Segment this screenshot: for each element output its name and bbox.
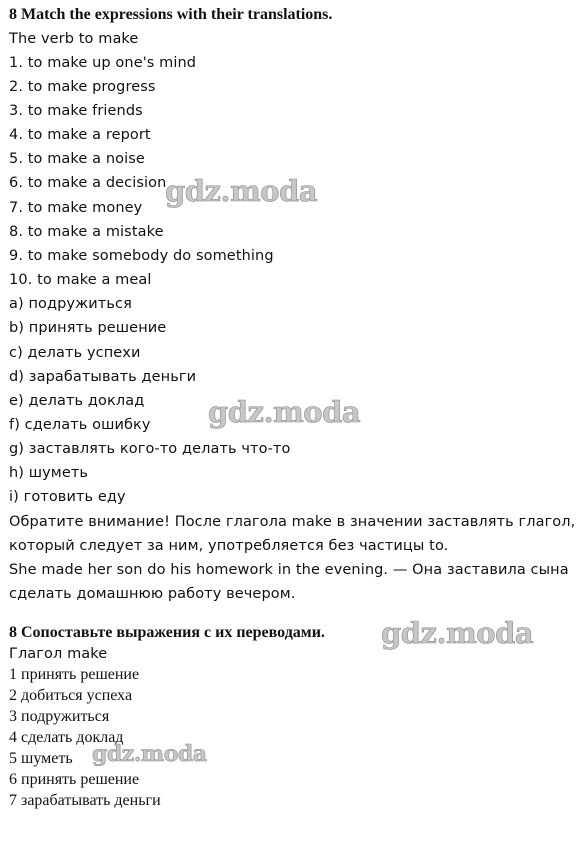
- expression-item: 8. to make a mistake: [9, 224, 164, 240]
- answer-item: 7 зарабатывать деньги: [9, 792, 161, 809]
- translation-item: f) сделать ошибку: [9, 417, 151, 433]
- exercise-heading-ru: 8 Сопоставьте выражения с их переводами.: [9, 624, 325, 641]
- answer-item: 2 добиться успеха: [9, 687, 133, 704]
- expression-item: 6. to make a decision: [9, 175, 167, 191]
- watermark: gdz.moda: [381, 616, 534, 650]
- answer-item: 5 шуметь: [9, 750, 73, 767]
- grammar-note: Обратите внимание! После глагола make в значении заставлять глагол,: [9, 514, 576, 530]
- grammar-note: который следует за ним, употребляется без частицы to.: [9, 538, 449, 554]
- expression-item: 4. to make a report: [9, 127, 151, 143]
- translation-item: c) делать успехи: [9, 345, 141, 361]
- expression-item: 5. to make a noise: [9, 151, 145, 167]
- expression-item: 10. to make a meal: [9, 272, 152, 288]
- translation-item: e) делать доклад: [9, 393, 145, 409]
- exercise-subtitle: The verb to make: [9, 31, 139, 47]
- translation-item: d) зарабатывать деньги: [9, 369, 197, 385]
- translation-item: i) готовить еду: [9, 489, 126, 505]
- answer-item: 6 принять решение: [9, 771, 140, 788]
- example-sentence: сделать домашнюю работу вечером.: [9, 586, 296, 602]
- watermark: gdz.moda: [165, 174, 318, 208]
- watermark: gdz.moda: [92, 741, 207, 767]
- expression-item: 7. to make money: [9, 200, 143, 216]
- translation-item: b) принять решение: [9, 320, 167, 336]
- expression-item: 1. to make up one's mind: [9, 55, 197, 71]
- exercise-subtitle-ru: Глагол make: [9, 646, 108, 662]
- answer-item: 4 сделать доклад: [9, 729, 124, 746]
- exercise-heading: 8 Match the expressions with their translations.: [9, 6, 333, 23]
- expression-item: 3. to make friends: [9, 103, 143, 119]
- translation-item: a) подружиться: [9, 296, 132, 312]
- expression-item: 2. to make progress: [9, 79, 156, 95]
- translation-item: g) заставлять кого-то делать что-то: [9, 441, 291, 457]
- expression-item: 9. to make somebody do something: [9, 248, 274, 264]
- translation-item: h) шуметь: [9, 465, 89, 481]
- example-sentence: She made her son do his homework in the evening. — Она заставила сына: [9, 562, 569, 578]
- answer-item: 1 принять решение: [9, 666, 140, 683]
- answer-item: 3 подружиться: [9, 708, 110, 725]
- watermark: gdz.moda: [208, 395, 361, 429]
